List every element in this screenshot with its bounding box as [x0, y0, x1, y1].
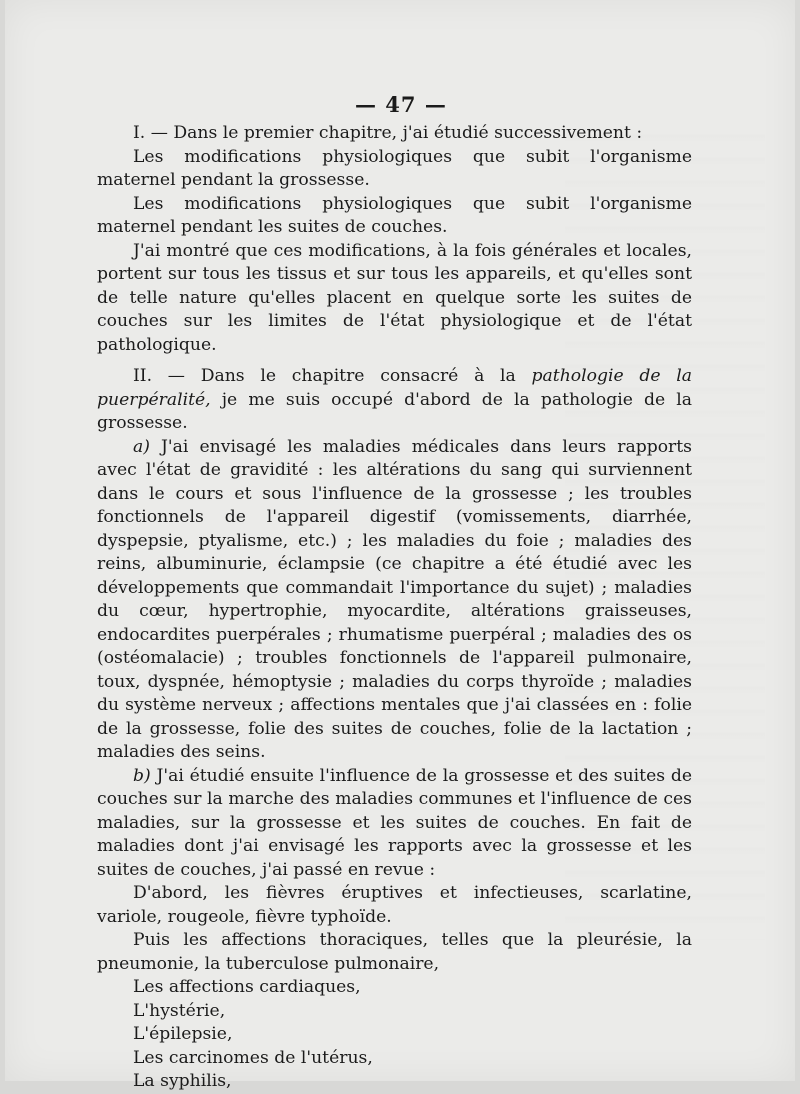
list-item: L'épilepsie, [133, 1024, 233, 1044]
paragraph-eruptive-fevers: D'abord, les fièvres éruptives et infectieuses, scarlatine, variole, rougeole, fièvre typhoïde. [97, 883, 692, 927]
paragraph-section-two [97, 365, 692, 436]
paragraph-modifications-nature: J'ai montré que ces modifications, à la fois générales et locales, portent sur tous les tissus et sur tous les appareils, et qu'elles sont de telle nature qu'elles placent en quelque sorte les suites de couches sur les limites de l'état physiologique et de l'état pathologique. [97, 240, 692, 355]
list-item: Les carcinomes de l'utérus, [133, 1047, 373, 1068]
section-two-italic-title: pathologie de la puerpéralité, [97, 366, 693, 410]
list-item: La syphilis, [133, 1071, 232, 1091]
list-item: L'hystérie, [133, 1000, 226, 1021]
list-item: Les affections cardiaques, [133, 977, 361, 997]
document-page [5, 0, 795, 1091]
paragraph-medical-diseases [97, 436, 692, 765]
item-marker-a: a) [133, 436, 150, 457]
section-two-start: II. — Dans le chapitre consacré à la [133, 366, 532, 386]
item-marker-b: b) [133, 765, 151, 786]
paragraph-pregnancy-modifications: Les modifications physiologiques que subit l'organisme maternel pendant la grossesse. [97, 146, 692, 190]
section-two-end: je me suis occupé d'abord de la pathologie de la grossesse. [97, 389, 692, 433]
common-diseases-text: J'ai étudié ensuite l'influence de la grossesse et des suites de couches sur la marche des maladies communes et l'influence de ces maladies, sur la grossesse et les suites de couches. En fait de maladies dont j'ai envisagé les rapports avec la grossesse et les suites de couches, j'ai passé en revue : [97, 765, 692, 880]
paragraph-common-diseases [97, 765, 692, 883]
page-body [97, 122, 692, 1094]
paragraph-section-one: I. — Dans le premier chapitre, j'ai étudié successivement : [133, 123, 643, 143]
paragraph-thoracic-affections: Puis les affections thoraciques, telles que la pleurésie, la pneumonie, la tuberculose pulmonaire, [97, 930, 692, 974]
paragraph-postpartum-modifications: Les modifications physiologiques que subit l'organisme maternel pendant les suites de couches. [97, 193, 692, 237]
page-number: — 47 — [355, 92, 447, 117]
medical-diseases-text: J'ai envisagé les maladies médicales dans leurs rapports avec l'état de gravidité : les altérations du sang qui surviennent dans le cours et sous l'influence de la grossesse ; les troubles fonctionnels de l'appareil digestif (vomissements, diarrhée, dyspepsie, ptyalisme, etc.) ; les maladies du foie ; maladies des reins, albuminurie, éclampsie (ce chapitre a été étudié avec les développements que commandait l'importance du sujet) ; maladies du cœur, hypertrophie, myocardite, altérations graisseuses, endocardites puerpérales ; rhumatisme puerpéral ; maladies des os (ostéomalacie) ; troubles fonctionnels de l'appareil pulmonaire, toux, dyspnée, hémoptysie ; maladies du corps thyroïde ; maladies du système nerveux ; affections mentales que j'ai classées en : folie de la grossesse, folie des suites de couches, folie de la lactation ; maladies des seins. [97, 436, 692, 762]
